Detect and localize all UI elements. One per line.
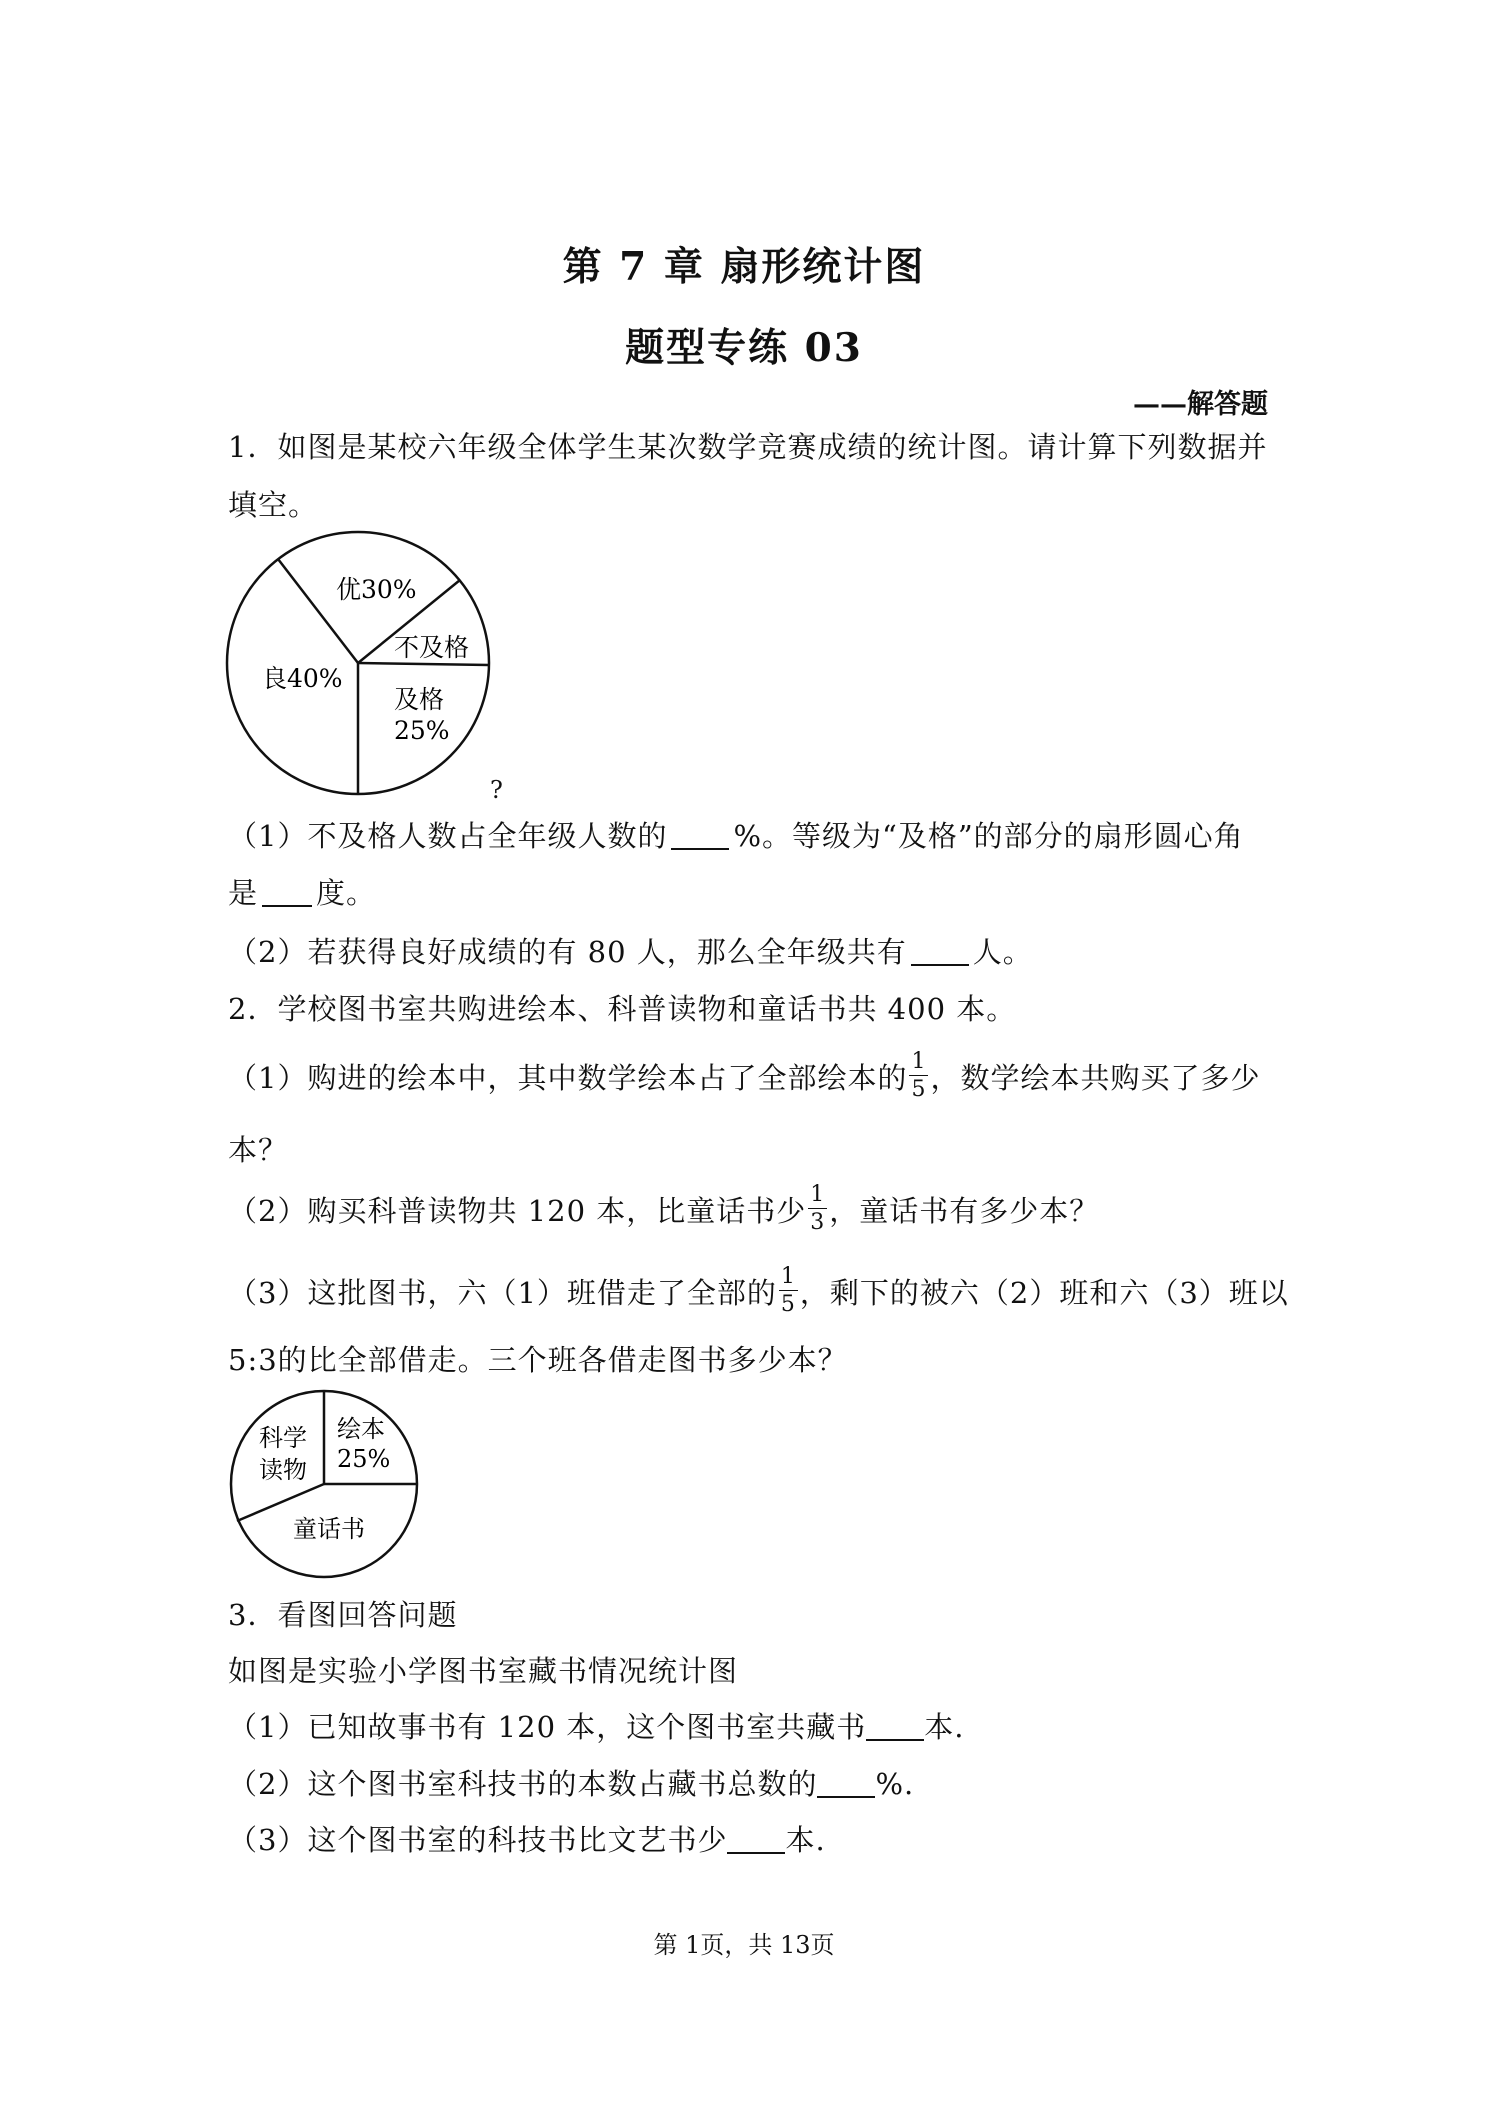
- q3-part3-text-b: 本.: [785, 1823, 826, 1857]
- q2-part3-line1: [228, 1264, 1289, 1320]
- q1-part1-text-a: （1）不及格人数占全年级人数的: [228, 819, 668, 853]
- answer-blank[interactable]: [817, 1768, 875, 1798]
- q2-part3-text-a: （3）这批图书，六（1）班借走了全部的: [228, 1276, 777, 1310]
- q1-label-jige-pct: 25%: [394, 716, 450, 745]
- q2-label-kexue-1: 科学: [259, 1424, 307, 1452]
- q3-part3: [228, 1820, 826, 1860]
- q1-part1-line2: [228, 873, 376, 913]
- q3-stem: 3．看图回答问题: [228, 1598, 458, 1632]
- q1-stem-line1: 1．如图是某校六年级全体学生某次数学竞赛成绩的统计图。请计算下列数据并: [228, 430, 1268, 464]
- q1-question-mark: ?: [490, 776, 504, 804]
- q3-part3-text-a: （3）这个图书室的科技书比文艺书少: [228, 1823, 728, 1857]
- q2-part2: [228, 1182, 1100, 1238]
- q2-part2-text-a: （2）购买科普读物共 120 本，比童话书少: [228, 1194, 807, 1228]
- question-type-label: ——解答题: [1133, 389, 1268, 420]
- q2-label-huiben-pct: 25%: [337, 1445, 391, 1473]
- q3-part2: [228, 1764, 914, 1804]
- q3-part1-text-a: （1）已知故事书有 120 本，这个图书室共藏书: [228, 1710, 867, 1744]
- q1-label-you: 优30%: [336, 575, 417, 604]
- chapter-title: 第 7 章 扇形统计图: [562, 244, 926, 290]
- answer-blank[interactable]: [671, 820, 729, 850]
- q1-part1-text-b: %。等级为“及格”的部分的扇形圆心角: [733, 819, 1244, 853]
- q1-part1-line1: [228, 816, 1244, 856]
- q2-part1-line1: [228, 1049, 1261, 1105]
- q1-part2-text-a: （2）若获得良好成绩的有 80 人，那么全年级共有: [228, 935, 907, 969]
- q2-part2-text-b: ，童话书有多少本？: [829, 1194, 1100, 1228]
- q2-stem: 2．学校图书室共购进绘本、科普读物和童话书共 400 本。: [228, 992, 1017, 1026]
- q1-stem-line2: 填空。: [228, 488, 319, 522]
- q2-label-huiben-name: 绘本: [337, 1415, 385, 1443]
- q2-label-tonghua: 童话书: [293, 1515, 365, 1543]
- q1-pie-chart: [220, 525, 500, 805]
- q3-part1-text-b: 本.: [924, 1710, 965, 1744]
- answer-blank[interactable]: [866, 1711, 924, 1741]
- page-number: 第 1页，共 13页: [653, 1931, 835, 1959]
- fraction: [909, 1051, 928, 1101]
- q3-part2-text-b: %.: [875, 1767, 915, 1801]
- q1-pie-divider-bujige-jige: [358, 663, 489, 665]
- q1-part2: [228, 932, 1033, 972]
- answer-blank[interactable]: [911, 936, 969, 966]
- fraction-denominator: 5: [780, 1292, 796, 1317]
- q2-part3-line2: 5:3的比全部借走。三个班各借走图书多少本？: [228, 1343, 848, 1377]
- q3-part1: [228, 1707, 964, 1747]
- q1-part2-text-b: 人。: [972, 935, 1033, 969]
- q2-part1-text-a: （1）购进的绘本中，其中数学绘本占了全部绘本的: [228, 1061, 908, 1095]
- q2-label-kexue-2: 读物: [259, 1456, 307, 1484]
- q1-part1-text-d: 度。: [316, 876, 377, 910]
- q3-part2-text-a: （2）这个图书室科技书的本数占藏书总数的: [228, 1767, 818, 1801]
- fraction-numerator: 1: [911, 1049, 927, 1074]
- q2-part1-line2: 本？: [228, 1133, 289, 1167]
- fraction-numerator: 1: [810, 1182, 826, 1207]
- section-title: 题型专练 03: [625, 325, 863, 371]
- fraction-denominator: 5: [911, 1077, 927, 1102]
- answer-blank[interactable]: [262, 877, 312, 907]
- fraction: [779, 1266, 798, 1316]
- q2-part3-text-b: ，剩下的被六（2）班和六（3）班以: [799, 1276, 1289, 1310]
- answer-blank[interactable]: [727, 1824, 785, 1854]
- q3-description: 如图是实验小学图书室藏书情况统计图: [228, 1654, 739, 1688]
- q1-part1-text-c: 是: [228, 876, 259, 910]
- fraction-denominator: 3: [810, 1210, 826, 1235]
- q2-part1-text-b: ，数学绘本共购买了多少: [930, 1061, 1261, 1095]
- fraction-numerator: 1: [780, 1264, 796, 1289]
- q1-label-jige-name: 及格: [394, 685, 445, 714]
- fraction: [808, 1184, 827, 1234]
- q1-label-bujige: 不及格: [394, 633, 470, 662]
- q2-pie-chart: [225, 1385, 425, 1585]
- q1-label-liang: 良40%: [262, 664, 343, 693]
